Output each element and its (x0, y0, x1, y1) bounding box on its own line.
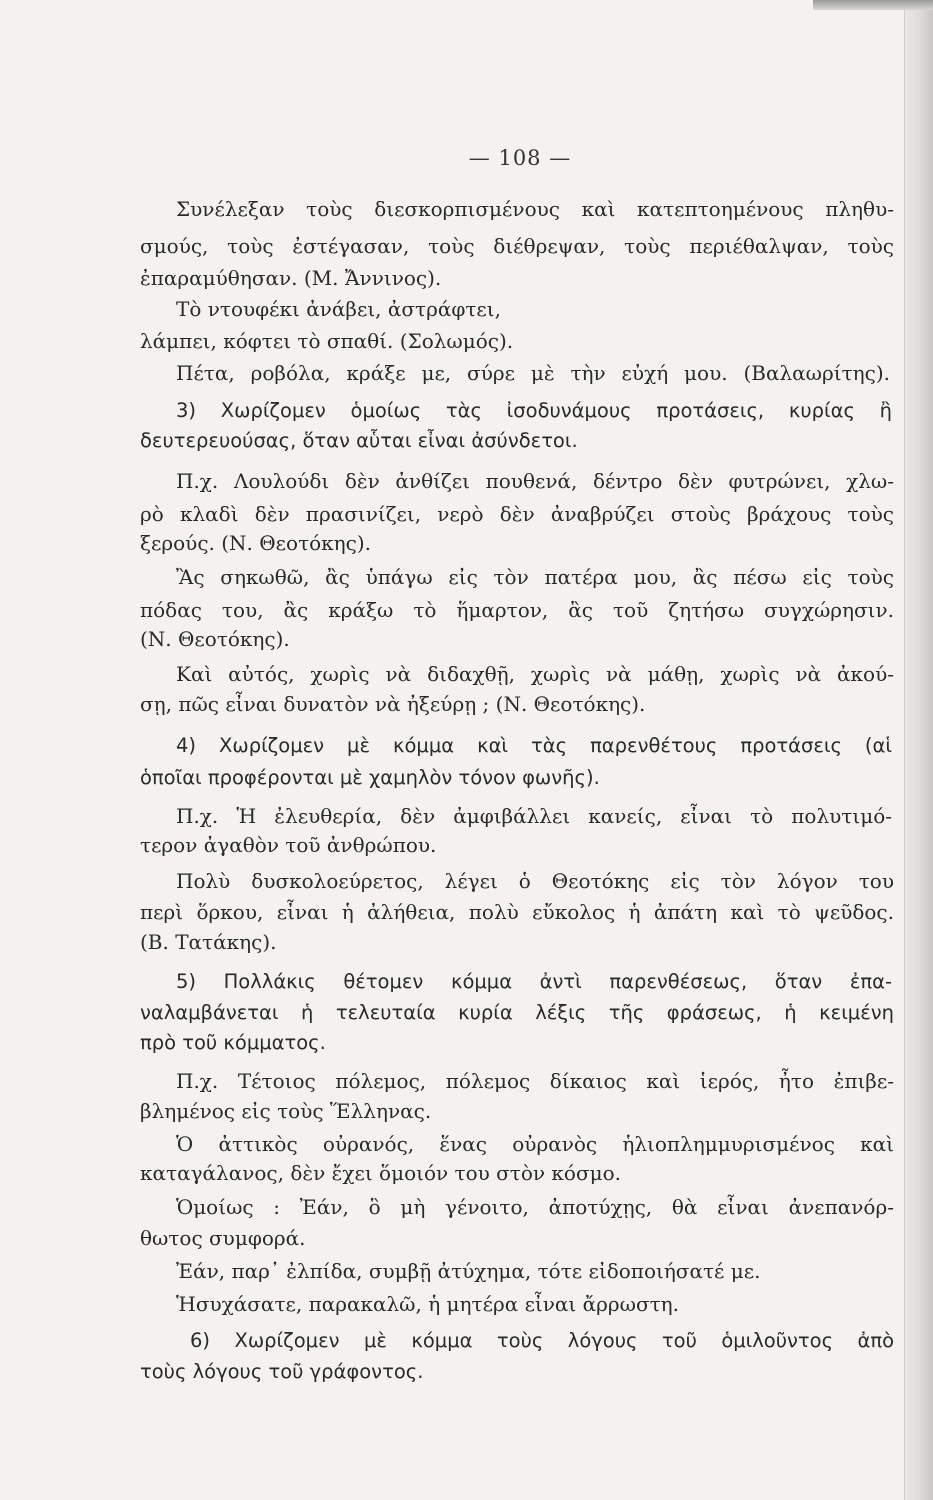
text-line: ξερούς. (Ν. Θεοτόκης). (140, 531, 372, 555)
text-line: Π.χ. Ἡ ἐλευθερία, δὲν ἀμφιβάλλει κανείς, εἶναι τὸ πολυτιμό- (176, 804, 892, 828)
text-line: Πέτα, ροβόλα, κράξε με, σύρε μὲ τὴν εὐχή μου. (Βαλαωρίτης). (176, 361, 890, 385)
text-line: πόδας του, ἂς κράξω τὸ ἥμαρτον, ἂς τοῦ ζητήσω συγχώρησιν. (140, 598, 894, 622)
text-line: περὶ ὅρκου, εἶναι ἡ ἀλήθεια, πολὺ εὔκολος ἡ ἀπάτη καὶ τὸ ψεῦδος. (140, 900, 894, 924)
text-line: 5) Πολλάκις θέτομεν κόμμα ἀντὶ παρενθέσεως, ὅταν ἐπα- (176, 970, 892, 993)
text-line: (Β. Τατάκης). (140, 930, 277, 954)
text-line: βλημένος εἰς τοὺς Ἕλληνας. (140, 1099, 432, 1123)
text-line: Ὁ ἀττικὸς οὐρανός, ἕνας οὐρανὸς ἡλιοπλημμυρισμένος καὶ (176, 1132, 894, 1156)
text-line: Πολὺ δυσκολοεύρετος, λέγει ὁ Θεοτόκης εἰς τὸν λόγον του (176, 869, 894, 893)
text-line: ἐπαραμύθησαν. (Μ. Ἄννινος). (140, 266, 442, 290)
text-line: ὁποῖαι προφέρονται μὲ χαμηλὸν τόνον φωνῆς). (140, 766, 600, 789)
text-line: Συνέλεξαν τοὺς διεσκορπισμένους καὶ κατεπτοημένους πληθυ- (176, 197, 894, 221)
text-line: Π.χ. Τέτοιος πόλεμος, πόλεμος δίκαιος καὶ ἱερός, ἦτο ἐπιβε- (176, 1069, 894, 1093)
text-line: δευτερευούσας, ὅταν αὗται εἶναι ἀσύνδετοι. (140, 429, 578, 452)
text-line: σῃ, πῶς εἶναι δυνατὸν νὰ ἠξεύρῃ ; (Ν. Θεοτόκης). (140, 692, 646, 716)
text-line: (Ν. Θεοτόκης). (140, 627, 290, 651)
text-line: Ὁμοίως : Ἐάν, ὃ μὴ γένοιτο, ἀποτύχῃς, θὰ εἶναι ἀνεπανόρ- (176, 1195, 894, 1219)
text-line: ναλαμβάνεται ἡ τελευταία κυρία λέξις τῆς φράσεως, ἡ κειμένη (140, 1001, 894, 1024)
text-line: Ἂς σηκωθῶ, ἂς ὑπάγω εἰς τὸν πατέρα μου, ἂς πέσω εἰς τοὺς (176, 565, 894, 589)
text-line: πρὸ τοῦ κόμματος. (140, 1031, 326, 1054)
text-line: θωτος συμφορά. (140, 1226, 306, 1250)
text-line: Π.χ. Λουλούδι δὲν ἀνθίζει πουθενά, δέντρο δὲν φυτρώνει, χλω- (176, 469, 894, 493)
text-line: σμούς, τοὺς ἐστέγασαν, τοὺς διέθρεψαν, τοὺς περιέθαλψαν, τοὺς (140, 234, 894, 258)
text-line: τοὺς λόγους τοῦ γράφοντος. (140, 1360, 424, 1383)
text-line: Ἐάν, παρ᾿ ἐλπίδα, συμβῇ ἀτύχημα, τότε εἰδοποιήσατέ με. (176, 1259, 761, 1283)
text-line: 3) Χωρίζομεν ὁμοίως τὰς ἰσοδυνάμους προτάσεις, κυρίας ἢ (176, 399, 892, 422)
text-line: Τὸ ντουφέκι ἀνάβει, ἀστράφτει, (176, 297, 501, 321)
text-line: Ἡσυχάσατε, παρακαλῶ, ἡ μητέρα εἶναι ἄρρωστη. (176, 1292, 680, 1316)
text-line: καταγάλανος, δὲν ἔχει ὅμοιόν του στὸν κόσμο. (140, 1161, 621, 1185)
text-line: τερον ἀγαθὸν τοῦ ἀνθρώπου. (140, 833, 437, 857)
text-line: 6) Χωρίζομεν μὲ κόμμα τοὺς λόγους τοῦ ὁμιλοῦντος ἀπὸ (190, 1329, 894, 1352)
text-line: Καὶ αὐτός, χωρὶς νὰ διδαχθῇ, χωρὶς νὰ μάθῃ, χωρὶς νὰ ἀκού- (176, 662, 894, 686)
text-line: ρὸ κλαδὶ δὲν πρασινίζει, νερὸ δὲν ἀναβρύζει στοὺς βράχους τοὺς (140, 502, 894, 526)
text-line: λάμπει, κόφτει τὸ σπαθί. (Σολωμός). (140, 329, 514, 353)
page-number: — 108 — (468, 146, 572, 170)
text-line: 4) Χωρίζομεν μὲ κόμμα καὶ τὰς παρενθέτους προτάσεις (αἱ (176, 734, 892, 757)
